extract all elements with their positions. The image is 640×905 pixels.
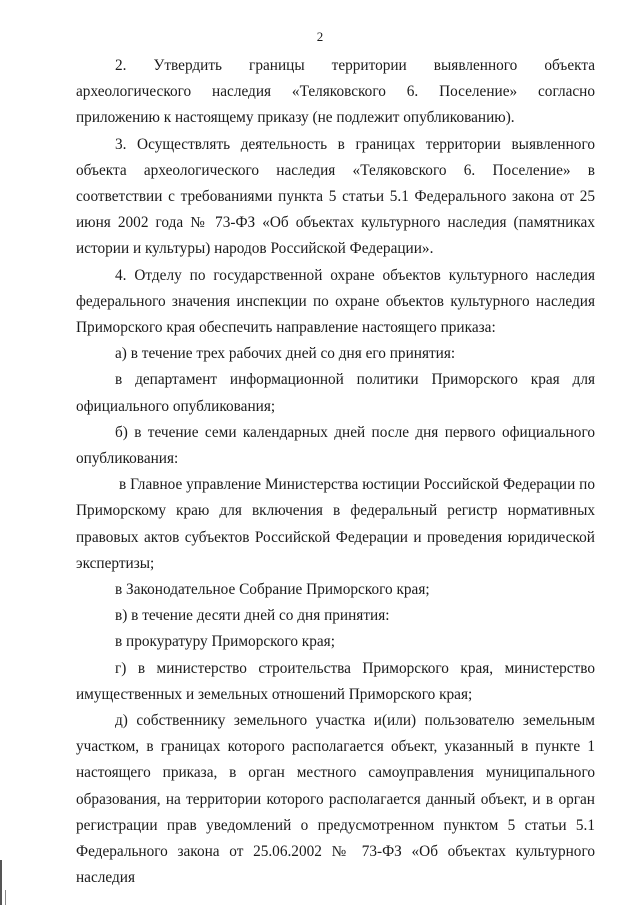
paragraph-ministry-justice: в Главное управление Министерства юстиции Российской Федерации по Приморскому краю для включения в федеральный регистр нормативных правовых актов субъектов Российской Федерации и проведения юридической экспертизы; (76, 476, 595, 572)
scan-edge-mark-secondary (5, 890, 6, 905)
scan-edge-mark (0, 860, 2, 905)
document-body (76, 53, 595, 892)
paragraph-subitem-v: в) в течение десяти дней со дня принятия: (115, 607, 390, 625)
paragraph-item-3: 3. Осуществлять деятельность в границах территории выявленного объекта археологического наследия «Теляковского 6. Поселение» в соответствии с требованиями пункта 5 статьи 5.1 Федерального закона от 25 июня 2002 года № 73-ФЗ «Об объектах культурного наследия (памятниках истории и культуры) народов Российской Федерации». (76, 135, 595, 258)
paragraph-subitem-g: г) в министерство строительства Приморского края, министерство имущественных и земельных отношений Приморского края; (76, 659, 595, 703)
paragraph-subitem-d: д) собственнику земельного участка и(или) пользователю земельным участком, в границах которого располагается объект, указанный в пункте 1 настоящего приказа, в орган местного самоуправления муниципального образования, на территории которого располагается данный объект, и в орган регистрации прав уведомлений о предусмотренном пунктом 5 статьи 5.1 Федерального закона от 25.06.2002 № 73-ФЗ «Об объектах культурного наследия (76, 712, 595, 887)
paragraph-legislative-assembly: в Законодательное Собрание Приморского края; (115, 581, 430, 599)
paragraph-item-4: 4. Отделу по государственной охране объектов культурного наследия федерального значения инспекции по охране объектов культурного наследия Приморского края обеспечить направление настоящего приказа: (76, 266, 595, 337)
paragraph-item-2: 2. Утвердить границы территории выявленного объекта археологического наследия «Теляковского 6. Поселение» согласно приложению к настоящему приказу (не подлежит опубликованию). (76, 57, 595, 127)
paragraph-dept-info-policy: в департамент информационной политики Приморского края для официального опубликования; (76, 371, 595, 415)
page-number: 2 (316, 29, 324, 44)
paragraph-subitem-a: а) в течение трех рабочих дней со дня его принятия: (115, 345, 456, 363)
paragraph-subitem-b: б) в течение семи календарных дней после дня первого официального опубликования: (76, 423, 595, 468)
paragraph-prosecutor: в прокуратуру Приморского края; (115, 633, 335, 651)
